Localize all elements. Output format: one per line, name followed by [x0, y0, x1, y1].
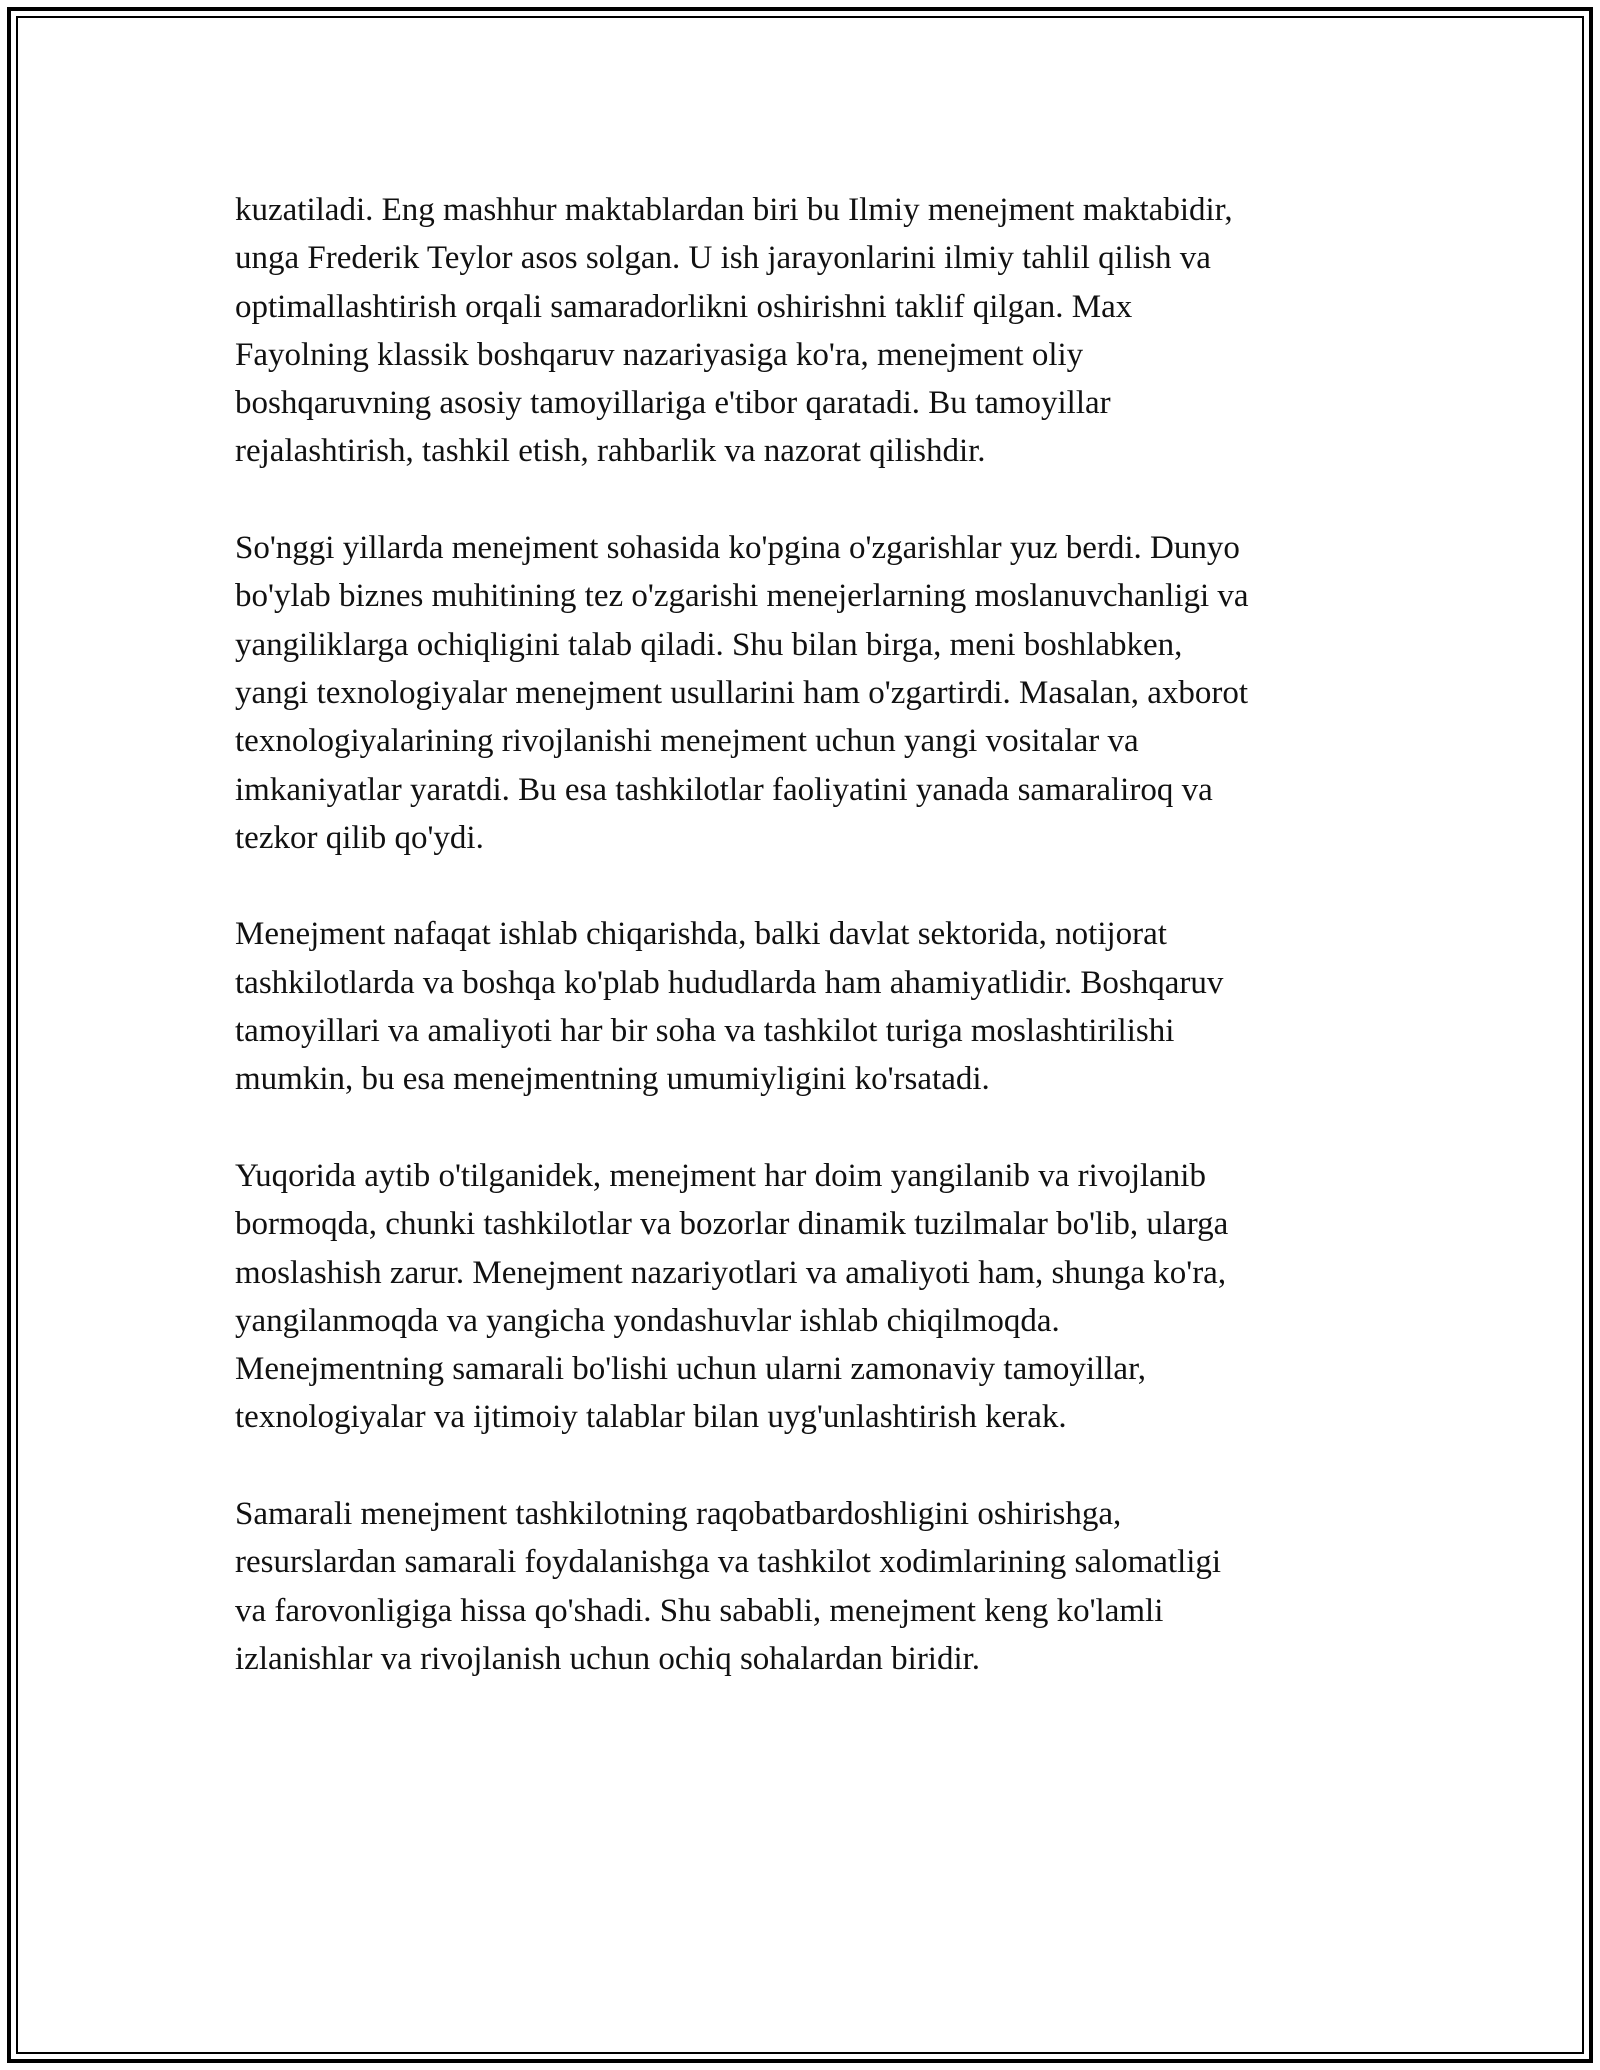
paragraph-1: kuzatiladi. Eng mashhur maktablardan biri bu Ilmiy menejment maktabidir, unga Frederik Teylor asos solgan. U ish jarayonlarini ilmiy tahlil qilish va optimallashtirish orqali samaradorlikni oshirishni taklif qilgan. Max Fayolning klassik boshqaruv nazariyasiga ko'ra, menejment oliy boshqaruvning asosiy tamoyillariga e'tibor qaratadi. Bu tamoyillar rejalashtirish, tashkil etish, rahbarlik va nazorat qilishdir. — [235, 192, 1233, 470]
paragraph-4: Yuqorida aytib o'tilganidek, menejment har doim yangilanib va rivojlanib bormoqda, chunki tashkilotlar va bozorlar dinamik tuzilmalar bo'lib, ularga moslashish zarur. Menejment nazariyotlari va amaliyoti ham, shunga ko'ra, yangilanmoqda va yangicha yondashuvlar ishlab chiqilmoqda. Menejmentning samarali bo'lishi uchun ularni zamonaviy tamoyillar, texnologiyalar va ijtimoiy talablar bilan uyg'unlashtirish kerak. — [235, 1157, 1229, 1436]
paragraph-5: Samarali menejment tashkilotning raqobatbardoshligini oshirishga, resurslardan samarali foydalanishga va tashkilot xodimlarining salomatligi va farovonligiga hissa qo'shadi. Shu sababli, menejment keng ko'lamli izlanishlar va rivojlanish uchun ochiq sohalardan biridir. — [235, 1496, 1222, 1677]
paragraph-3: Menejment nafaqat ishlab chiqarishda, balki davlat sektorida, notijorat tashkilotlarda va boshqa ko'plab hududlarda ham ahamiyatlidir. Boshqaruv tamoyillari va amaliyoti har bir soha va tashkilot turiga moslashtirilishi mumkin, bu esa menejmentning umumiyligini ko'rsatadi. — [235, 916, 1224, 1098]
paragraph-2: So'nggi yillarda menejment sohasida ko'pgina o'zgarishlar yuz berdi. Dunyo bo'ylab biznes muhitining tez o'zgarishi menejerlarning moslanuvchanligi va yangiliklarga ochiqligini talab qiladi. Shu bilan birga, meni boshlabken, yangi texnologiyalar menejment usullarini ham o'zgartirdi. Masalan, axborot texnologiyalarining rivojlanishi menejment uchun yangi vositalar va imkaniyatlar yaratdi. Bu esa tashkilotlar faoliyatini yanada samaraliroq va tezkor qilib qo'ydi. — [235, 530, 1249, 856]
document-body — [235, 186, 1375, 1732]
